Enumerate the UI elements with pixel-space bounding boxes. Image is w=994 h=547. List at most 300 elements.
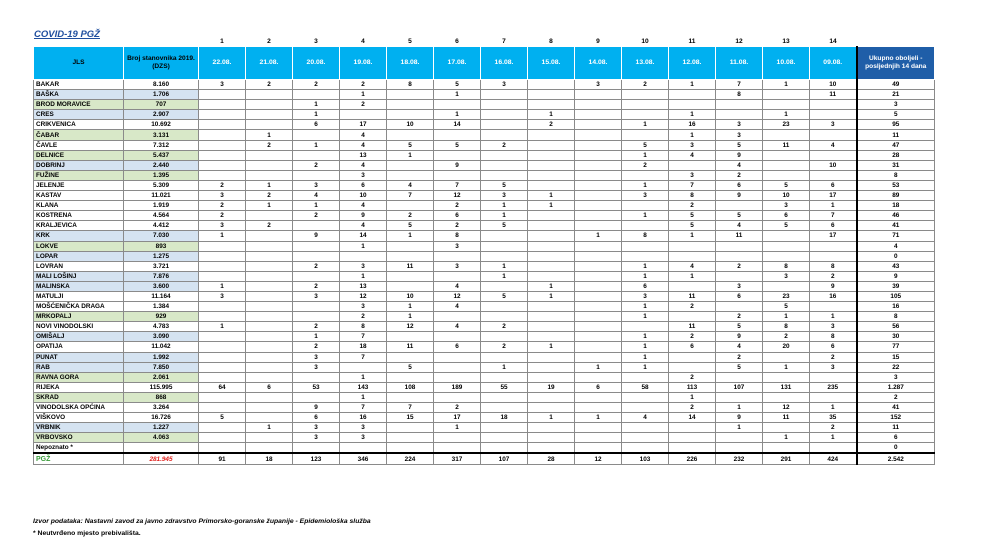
column-number: 2	[267, 37, 271, 45]
daily-cases-cell	[387, 332, 434, 342]
daily-cases-cell	[669, 241, 716, 251]
daily-cases-cell	[622, 130, 669, 140]
daily-total-cell: 123	[293, 453, 340, 464]
daily-cases-cell: 6	[575, 382, 622, 392]
daily-cases-cell: 64	[199, 382, 246, 392]
daily-cases-cell	[434, 130, 481, 140]
daily-cases-cell	[293, 90, 340, 100]
daily-cases-cell: 3	[716, 120, 763, 130]
municipality-name: DOBRINJ	[34, 160, 124, 170]
daily-cases-cell	[575, 150, 622, 160]
daily-cases-cell	[293, 271, 340, 281]
daily-cases-cell: 235	[810, 382, 857, 392]
daily-cases-cell: 3	[199, 221, 246, 231]
daily-cases-cell	[387, 271, 434, 281]
daily-cases-cell: 3	[199, 191, 246, 201]
daily-cases-cell: 1	[528, 110, 575, 120]
daily-cases-cell	[246, 170, 293, 180]
table-row	[34, 443, 935, 454]
daily-cases-cell: 1	[622, 261, 669, 271]
header-date: 18.08.	[387, 47, 434, 80]
daily-cases-cell	[246, 362, 293, 372]
header-date: 20.08.	[293, 47, 340, 80]
municipality-name: MOŠĆENIČKA DRAGA	[34, 302, 124, 312]
daily-cases-cell: 2	[810, 423, 857, 433]
daily-cases-cell	[622, 433, 669, 443]
daily-cases-cell	[340, 251, 387, 261]
daily-cases-cell: 2	[716, 261, 763, 271]
daily-cases-cell	[528, 433, 575, 443]
source-note: Izvor podataka: Nastavni zavod za javno zdravstvo Primorsko-goranske županije - Epidemiološka služba	[33, 518, 371, 525]
table-row	[34, 120, 935, 130]
total-14-days-cell: 0	[857, 443, 935, 454]
daily-cases-cell: 10	[340, 191, 387, 201]
daily-cases-cell: 18	[481, 413, 528, 423]
daily-cases-cell	[716, 100, 763, 110]
daily-cases-cell	[246, 120, 293, 130]
total-14-days-cell: 8	[857, 312, 935, 322]
table-row	[34, 231, 935, 241]
daily-cases-cell: 2	[246, 191, 293, 201]
daily-cases-cell	[246, 352, 293, 362]
daily-cases-cell	[293, 130, 340, 140]
daily-cases-cell	[387, 433, 434, 443]
daily-cases-cell	[199, 433, 246, 443]
daily-cases-cell	[575, 443, 622, 454]
municipality-name: NOVI VINODOLSKI	[34, 322, 124, 332]
table-row	[34, 100, 935, 110]
daily-cases-cell: 6	[293, 120, 340, 130]
daily-cases-cell	[763, 251, 810, 261]
pgz-logo	[34, 453, 124, 464]
daily-cases-cell	[246, 271, 293, 281]
daily-cases-cell	[575, 281, 622, 291]
daily-cases-cell	[622, 372, 669, 382]
daily-cases-cell: 2	[199, 180, 246, 190]
daily-cases-cell	[387, 352, 434, 362]
table-row	[34, 191, 935, 201]
daily-cases-cell: 5	[199, 413, 246, 423]
table-row	[34, 423, 935, 433]
table-row	[34, 271, 935, 281]
daily-cases-cell	[622, 443, 669, 454]
daily-cases-cell: 2	[481, 342, 528, 352]
daily-cases-cell: 2	[340, 80, 387, 90]
daily-cases-cell	[716, 302, 763, 312]
population-cell: 1.919	[124, 201, 199, 211]
daily-total-cell: 346	[340, 453, 387, 464]
daily-cases-cell: 3	[763, 201, 810, 211]
daily-cases-cell	[434, 352, 481, 362]
daily-cases-cell: 5	[434, 140, 481, 150]
daily-cases-cell	[246, 291, 293, 301]
daily-cases-cell: 58	[622, 382, 669, 392]
table-row	[34, 261, 935, 271]
daily-cases-cell	[575, 372, 622, 382]
daily-cases-cell	[528, 211, 575, 221]
header-row	[34, 47, 935, 80]
daily-cases-cell: 5	[481, 221, 528, 231]
daily-cases-cell: 1	[528, 413, 575, 423]
daily-cases-cell	[669, 352, 716, 362]
daily-cases-cell	[246, 312, 293, 322]
daily-cases-cell: 2	[434, 221, 481, 231]
daily-cases-cell	[481, 281, 528, 291]
table-row	[34, 130, 935, 140]
daily-cases-cell: 4	[340, 160, 387, 170]
daily-cases-cell: 1	[481, 271, 528, 281]
daily-cases-cell: 1	[434, 110, 481, 120]
daily-cases-cell	[528, 100, 575, 110]
daily-cases-cell: 2	[622, 160, 669, 170]
daily-cases-cell	[575, 322, 622, 332]
daily-cases-cell	[434, 271, 481, 281]
daily-cases-cell: 1	[481, 362, 528, 372]
total-14-days-cell: 16	[857, 302, 935, 312]
municipality-name: VRBNIK	[34, 423, 124, 433]
population-cell: 7.030	[124, 231, 199, 241]
municipality-name: KLANA	[34, 201, 124, 211]
daily-cases-cell	[481, 120, 528, 130]
daily-cases-cell: 1	[387, 231, 434, 241]
total-14-days-cell: 105	[857, 291, 935, 301]
daily-cases-cell	[481, 312, 528, 322]
daily-cases-cell	[481, 403, 528, 413]
population-cell: 4.063	[124, 433, 199, 443]
daily-cases-cell	[575, 251, 622, 261]
daily-cases-cell: 5	[716, 322, 763, 332]
daily-cases-cell: 8	[434, 231, 481, 241]
daily-cases-cell: 2	[246, 80, 293, 90]
total-14-days-cell: 53	[857, 180, 935, 190]
total-14-days-cell: 56	[857, 322, 935, 332]
daily-cases-cell: 2	[293, 281, 340, 291]
daily-cases-cell: 2	[669, 201, 716, 211]
daily-cases-cell: 16	[669, 120, 716, 130]
column-number: 14	[829, 37, 837, 45]
municipality-name: OPATIJA	[34, 342, 124, 352]
municipality-name: BAKAR	[34, 80, 124, 90]
daily-cases-cell: 5	[481, 291, 528, 301]
daily-total-cell: 291	[763, 453, 810, 464]
daily-cases-cell: 16	[340, 413, 387, 423]
daily-cases-cell	[246, 372, 293, 382]
daily-cases-cell	[669, 423, 716, 433]
daily-cases-cell: 1	[528, 281, 575, 291]
daily-cases-cell: 2	[622, 80, 669, 90]
daily-cases-cell	[575, 191, 622, 201]
daily-cases-cell: 2	[434, 403, 481, 413]
total-14-days-cell: 152	[857, 413, 935, 423]
daily-cases-cell: 7	[716, 80, 763, 90]
table-row	[34, 221, 935, 231]
daily-cases-cell	[763, 372, 810, 382]
daily-cases-cell	[763, 150, 810, 160]
daily-cases-cell: 13	[340, 150, 387, 160]
total-14-days-cell: 4	[857, 241, 935, 251]
daily-cases-cell	[481, 352, 528, 362]
population-cell: 1.706	[124, 90, 199, 100]
daily-cases-cell	[622, 241, 669, 251]
daily-cases-cell: 3	[340, 302, 387, 312]
daily-cases-cell: 12	[387, 322, 434, 332]
daily-cases-cell	[293, 170, 340, 180]
municipality-name: KOSTRENA	[34, 211, 124, 221]
municipality-name: VRBOVSKO	[34, 433, 124, 443]
daily-cases-cell: 4	[810, 140, 857, 150]
daily-cases-cell	[434, 332, 481, 342]
daily-total-cell: 28	[528, 453, 575, 464]
daily-cases-cell	[246, 150, 293, 160]
daily-cases-cell: 3	[716, 130, 763, 140]
population-total: 281.945	[124, 453, 199, 464]
daily-cases-cell	[575, 423, 622, 433]
table-row	[34, 90, 935, 100]
table-row	[34, 110, 935, 120]
population-cell: 10.692	[124, 120, 199, 130]
daily-cases-cell: 9	[340, 211, 387, 221]
column-number: 1	[220, 37, 224, 45]
daily-cases-cell: 19	[528, 382, 575, 392]
daily-cases-cell: 3	[810, 322, 857, 332]
daily-cases-cell: 3	[293, 352, 340, 362]
daily-cases-cell	[199, 342, 246, 352]
daily-cases-cell: 10	[810, 80, 857, 90]
daily-cases-cell: 1	[716, 423, 763, 433]
daily-cases-cell: 1	[199, 281, 246, 291]
daily-cases-cell: 1	[669, 130, 716, 140]
daily-cases-cell: 1	[669, 80, 716, 90]
daily-cases-cell: 1	[622, 150, 669, 160]
daily-cases-cell	[387, 160, 434, 170]
daily-cases-cell: 5	[387, 221, 434, 231]
column-number: 6	[455, 37, 459, 45]
table-row	[34, 281, 935, 291]
daily-cases-cell: 9	[716, 413, 763, 423]
daily-cases-cell	[246, 413, 293, 423]
daily-cases-cell	[246, 322, 293, 332]
daily-cases-cell: 6	[810, 180, 857, 190]
daily-cases-cell	[669, 433, 716, 443]
daily-cases-cell	[622, 221, 669, 231]
daily-cases-cell: 3	[434, 241, 481, 251]
daily-cases-cell	[763, 170, 810, 180]
daily-cases-cell	[481, 392, 528, 402]
header-date: 19.08.	[340, 47, 387, 80]
daily-cases-cell: 2	[340, 312, 387, 322]
daily-cases-cell: 1	[293, 110, 340, 120]
daily-cases-cell: 4	[669, 150, 716, 160]
municipality-name: CRIKVENICA	[34, 120, 124, 130]
daily-cases-cell: 4	[434, 322, 481, 332]
total-14-days-cell: 3	[857, 100, 935, 110]
daily-cases-cell	[575, 392, 622, 402]
daily-cases-cell	[575, 130, 622, 140]
population-cell: 707	[124, 100, 199, 110]
daily-cases-cell	[434, 433, 481, 443]
daily-cases-cell	[575, 291, 622, 301]
daily-cases-cell	[575, 180, 622, 190]
daily-cases-cell	[622, 110, 669, 120]
daily-cases-cell	[528, 261, 575, 271]
daily-cases-cell: 8	[763, 261, 810, 271]
daily-cases-cell	[763, 281, 810, 291]
population-cell: 1.275	[124, 251, 199, 261]
municipality-name: FUŽINE	[34, 170, 124, 180]
table-row	[34, 433, 935, 443]
daily-cases-cell	[293, 312, 340, 322]
daily-cases-cell	[199, 150, 246, 160]
table-row	[34, 291, 935, 301]
daily-cases-cell: 3	[622, 291, 669, 301]
daily-cases-cell: 2	[669, 302, 716, 312]
table-row	[34, 362, 935, 372]
daily-cases-cell	[387, 423, 434, 433]
daily-total-cell: 18	[246, 453, 293, 464]
municipality-name: MALI LOŠINJ	[34, 271, 124, 281]
daily-cases-cell	[716, 251, 763, 261]
daily-cases-cell	[575, 120, 622, 130]
daily-cases-cell: 2	[293, 211, 340, 221]
daily-cases-cell	[481, 130, 528, 140]
table-row	[34, 302, 935, 312]
daily-cases-cell: 10	[387, 120, 434, 130]
daily-cases-cell	[340, 362, 387, 372]
daily-cases-cell	[199, 392, 246, 402]
daily-cases-cell	[669, 443, 716, 454]
daily-cases-cell	[434, 362, 481, 372]
daily-cases-cell	[199, 261, 246, 271]
daily-cases-cell: 3	[669, 170, 716, 180]
daily-cases-cell: 4	[622, 413, 669, 423]
total-14-days-cell: 1.287	[857, 382, 935, 392]
daily-cases-cell	[199, 100, 246, 110]
daily-cases-cell: 4	[340, 221, 387, 231]
daily-cases-cell: 2	[669, 372, 716, 382]
daily-cases-cell	[528, 231, 575, 241]
header-population: Broj stanovnika 2019. (DZS)	[124, 47, 199, 80]
daily-cases-cell	[575, 140, 622, 150]
daily-cases-cell	[199, 332, 246, 342]
daily-cases-cell	[575, 211, 622, 221]
total-14-days-cell: 21	[857, 90, 935, 100]
daily-cases-cell	[528, 80, 575, 90]
daily-cases-cell: 1	[763, 80, 810, 90]
daily-cases-cell	[528, 312, 575, 322]
daily-cases-cell	[810, 392, 857, 402]
daily-cases-cell: 6	[716, 291, 763, 301]
daily-cases-cell: 2	[763, 332, 810, 342]
daily-cases-cell: 2	[246, 221, 293, 231]
municipality-name: SKRAD	[34, 392, 124, 402]
daily-cases-cell: 5	[387, 362, 434, 372]
daily-cases-cell: 3	[716, 281, 763, 291]
daily-cases-cell: 11	[387, 342, 434, 352]
population-cell: 7.312	[124, 140, 199, 150]
daily-cases-cell: 1	[293, 332, 340, 342]
daily-cases-cell: 3	[293, 433, 340, 443]
daily-total-cell: 224	[387, 453, 434, 464]
daily-cases-cell	[810, 130, 857, 140]
daily-cases-cell	[199, 110, 246, 120]
daily-cases-cell	[528, 423, 575, 433]
daily-cases-cell: 1	[575, 413, 622, 423]
population-cell: 4.564	[124, 211, 199, 221]
daily-cases-cell	[434, 251, 481, 261]
table-row	[34, 251, 935, 261]
municipality-name: RIJEKA	[34, 382, 124, 392]
column-number: 13	[782, 37, 790, 45]
daily-cases-cell: 131	[763, 382, 810, 392]
population-cell: 3.131	[124, 130, 199, 140]
page-title: COVID-19 PGŽ	[34, 29, 100, 40]
daily-cases-cell	[575, 261, 622, 271]
daily-cases-cell	[763, 241, 810, 251]
population-cell: 11.021	[124, 191, 199, 201]
daily-cases-cell: 2	[716, 170, 763, 180]
daily-total-cell: 424	[810, 453, 857, 464]
daily-cases-cell	[622, 201, 669, 211]
daily-cases-cell: 11	[810, 90, 857, 100]
daily-cases-cell: 9	[810, 281, 857, 291]
daily-cases-cell: 2	[669, 332, 716, 342]
daily-cases-cell	[669, 100, 716, 110]
municipality-name: BAŠKA	[34, 90, 124, 100]
daily-cases-cell	[810, 372, 857, 382]
population-cell: 3.600	[124, 281, 199, 291]
daily-cases-cell	[716, 271, 763, 281]
totals-row	[34, 453, 935, 464]
daily-cases-cell	[434, 392, 481, 402]
daily-cases-cell: 12	[763, 403, 810, 413]
daily-cases-cell	[763, 423, 810, 433]
daily-cases-cell: 3	[810, 362, 857, 372]
total-14-days-cell: 39	[857, 281, 935, 291]
population-cell: 5.309	[124, 180, 199, 190]
population-cell: 11.164	[124, 291, 199, 301]
daily-cases-cell: 9	[716, 191, 763, 201]
covid-cases-table	[33, 36, 935, 465]
total-14-days-cell: 46	[857, 211, 935, 221]
daily-cases-cell: 3	[340, 170, 387, 180]
daily-cases-cell: 17	[810, 231, 857, 241]
daily-cases-cell	[246, 160, 293, 170]
daily-cases-cell	[481, 110, 528, 120]
daily-cases-cell: 1	[669, 110, 716, 120]
daily-cases-cell	[481, 443, 528, 454]
daily-cases-cell	[528, 180, 575, 190]
daily-cases-cell: 4	[669, 261, 716, 271]
table-row	[34, 332, 935, 342]
daily-cases-cell	[481, 160, 528, 170]
daily-cases-cell: 1	[199, 231, 246, 241]
daily-cases-cell	[246, 443, 293, 454]
daily-cases-cell	[387, 281, 434, 291]
daily-cases-cell: 1	[716, 403, 763, 413]
daily-cases-cell: 3	[481, 191, 528, 201]
daily-cases-cell	[763, 392, 810, 402]
daily-cases-cell	[575, 160, 622, 170]
daily-cases-cell: 1	[481, 201, 528, 211]
daily-cases-cell: 11	[669, 291, 716, 301]
daily-cases-cell: 3	[763, 271, 810, 281]
daily-cases-cell: 1	[622, 342, 669, 352]
daily-cases-cell: 3	[340, 433, 387, 443]
daily-cases-cell: 10	[387, 291, 434, 301]
column-number: 4	[361, 37, 365, 45]
daily-cases-cell	[622, 251, 669, 261]
daily-cases-cell: 23	[763, 291, 810, 301]
